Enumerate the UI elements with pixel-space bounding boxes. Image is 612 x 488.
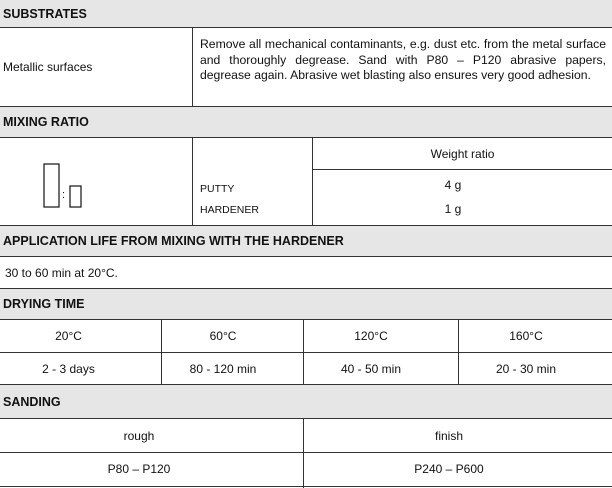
putty-weight: 4 g bbox=[444, 178, 462, 192]
drying-temp-20: 20°C bbox=[55, 329, 82, 343]
sanding-rough-label: rough bbox=[123, 428, 155, 443]
mixing-ratio-header: MIXING RATIO bbox=[0, 107, 612, 137]
drying-temp-160: 160°C bbox=[509, 329, 543, 343]
hardener-weight: 1 g bbox=[444, 202, 462, 216]
sanding-rough-grit: P80 – P120 bbox=[107, 462, 171, 476]
drying-time-20: 2 - 3 days bbox=[42, 361, 95, 376]
putty-label: PUTTY bbox=[200, 183, 235, 195]
substrate-preparation-text: Remove all mechanical contaminants, e.g. dust etc. from the metal surface and thoroughly degrease. Sand with P80 – P120 abrasive papers, degrease again. Abrasive wet blasting also ensures very good adhesion. bbox=[200, 37, 606, 82]
sanding-header: SANDING bbox=[0, 385, 612, 418]
application-life-header: APPLICATION LIFE FROM MIXING WITH THE HARDENER bbox=[0, 226, 612, 256]
drying-temp-60: 60°C bbox=[209, 329, 237, 343]
ratio-separator: : bbox=[62, 189, 66, 201]
substrate-label: Metallic surfaces bbox=[3, 60, 93, 74]
weight-ratio-header: Weight ratio bbox=[430, 146, 495, 161]
drying-temp-120: 120°C bbox=[354, 329, 388, 343]
drying-time-160: 20 - 30 min bbox=[495, 361, 557, 376]
application-life-text: 30 to 60 min at 20°C. bbox=[5, 265, 118, 280]
drying-time-60: 80 - 120 min bbox=[189, 361, 257, 376]
mixing-ratio-icon bbox=[43, 163, 83, 212]
sanding-finish-grit: P240 – P600 bbox=[414, 462, 484, 476]
drying-time-header: DRYING TIME bbox=[0, 289, 612, 319]
drying-time-120: 40 - 50 min bbox=[340, 361, 402, 376]
sanding-finish-label: finish bbox=[434, 428, 463, 443]
hardener-label: HARDENER bbox=[200, 204, 259, 216]
substrates-header: SUBSTRATES bbox=[0, 0, 612, 27]
